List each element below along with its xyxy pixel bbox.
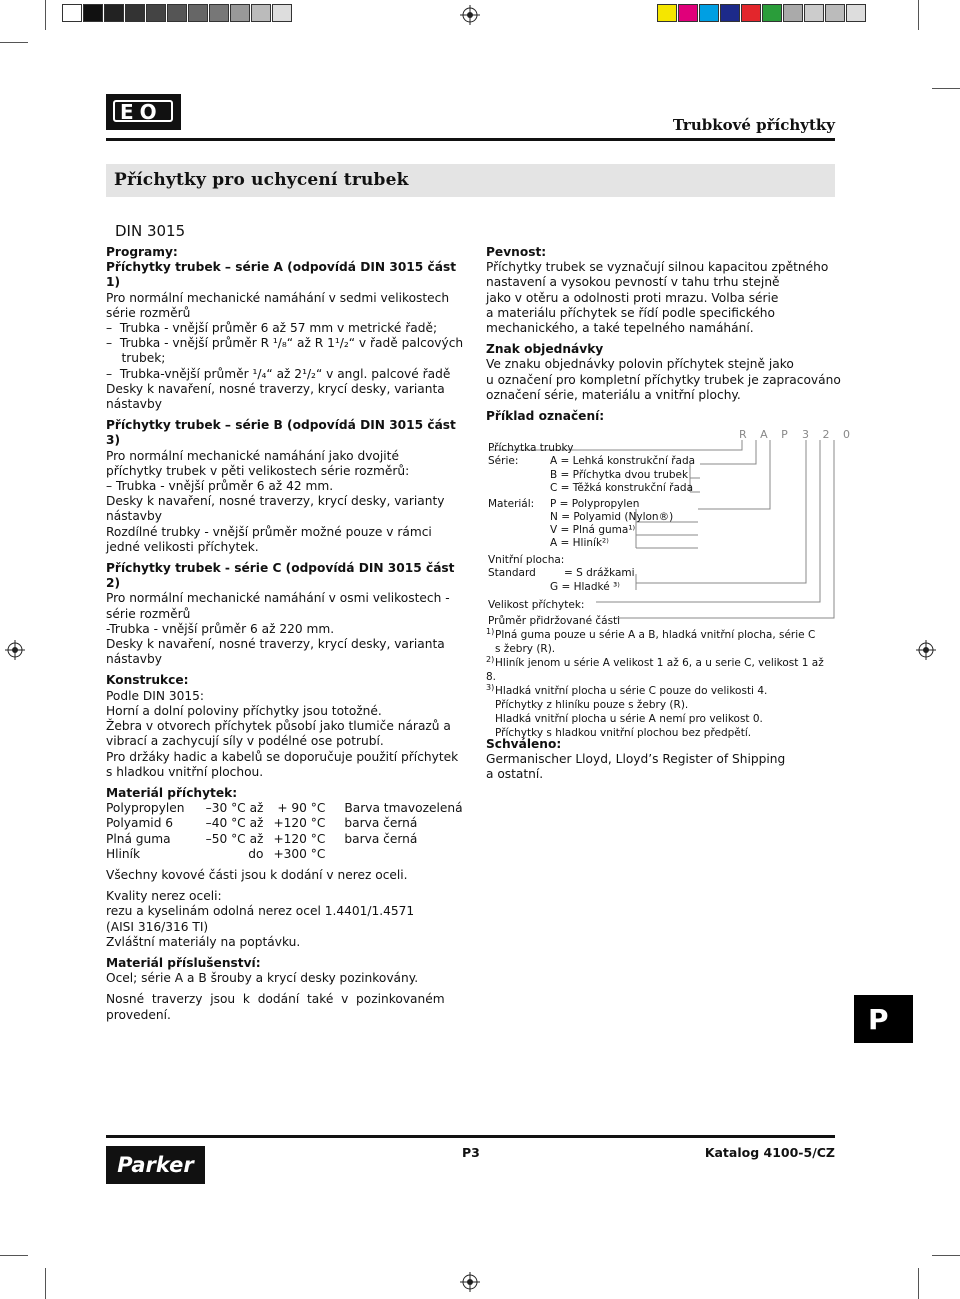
header-title: Trubkové příchytky [672, 116, 835, 134]
order-text [486, 357, 841, 403]
din-label: DIN 3015 [115, 222, 186, 240]
construction-text [106, 689, 471, 780]
diagram-material-a: A = Hliník²⁾ [550, 537, 609, 549]
material-to: +120 °C [273, 831, 326, 846]
right-column [486, 245, 841, 424]
order-heading: Znak objednávky [486, 342, 604, 357]
programs-heading: Programy: [106, 245, 178, 259]
text-line: Žebra v otvorech příchytek působí jako tlumiče nárazů a [106, 719, 451, 734]
diagram-part-label: Průměr přidržované části [488, 615, 621, 627]
section-title: Příchytky pro uchycení trubek [114, 170, 409, 190]
stainless-heading: Kvality nerez oceli: [106, 889, 222, 904]
material-to: + 90 °C [277, 801, 326, 816]
example-heading: Příklad označení: [486, 409, 605, 424]
text-line: jedné velikosti příchytek. [106, 539, 259, 554]
text-line: rezu a kyselinám odolná nerez ocel 1.4401/1.4571 [106, 904, 415, 919]
registration-mark-icon [916, 640, 936, 660]
footnote: $^{1)}$Plná guma pouze u série A a B, hladká vnitřní plocha, série C [486, 626, 816, 641]
text-line: série rozměrů [106, 606, 191, 621]
material-from: –40 °C až [205, 816, 264, 831]
diagram-surface-standard: Standard [488, 567, 536, 579]
registration-mark-icon [460, 1272, 480, 1292]
diagram-material-v: V = Plná guma¹⁾ [550, 524, 636, 536]
page-number: P3 [462, 1145, 480, 1160]
text-line: nástavby [106, 509, 162, 524]
strength-heading: Pevnost: [486, 245, 547, 259]
diagram-title: Příchytka trubky [488, 442, 574, 454]
text-line: provedení. [106, 1007, 171, 1022]
text-line: – Trubka-vnější průměr ¹/₄“ až 2¹/₂“ v angl. palcové řadě [106, 366, 451, 381]
material-row [106, 801, 471, 816]
crop-mark [918, 1268, 919, 1299]
diagram-surface-g: G = Hladké ³⁾ [550, 581, 620, 593]
series-a-text [106, 291, 471, 413]
footnote-text: Příchytky z hliníku pouze s žebry (R). [495, 699, 689, 711]
text-line: Rozdílné trubky - vnější průměr možné pouze v rámci [106, 524, 432, 539]
eo-logo: EO [106, 94, 181, 130]
text-line: série rozměrů [106, 305, 191, 320]
text-line: Desky k navaření, nosné traverzy, krycí desky, varianty [106, 494, 445, 509]
text-line: – Trubka - vnější průměr 6 až 57 mm v metrické řadě; [106, 321, 438, 336]
material-color: barva černá [344, 816, 418, 831]
text-line: příchytky trubek v pěti velikostech série rozměrů: [106, 463, 410, 478]
footer-rule [106, 1135, 835, 1138]
text-line: trubek; [106, 351, 166, 366]
crop-mark [918, 0, 919, 30]
parker-logo: Parker [106, 1146, 205, 1184]
material-from: do [248, 846, 264, 861]
text-line: Ve znaku objednávky polovin příchytek stejně jako [486, 357, 794, 372]
diagram-material-label: Materiál: [488, 498, 535, 510]
header-rule [106, 138, 835, 141]
material-to: +120 °C [273, 816, 326, 831]
registration-mark-icon [5, 640, 25, 660]
text-line: – Trubka - vnější průměr 6 až 42 mm. [106, 479, 334, 494]
material-row [106, 847, 471, 862]
series-c-text [106, 591, 471, 667]
cmyk-color-bar [657, 4, 867, 22]
crop-mark [932, 88, 960, 89]
grayscale-color-bar [62, 4, 293, 22]
approved-text [486, 752, 836, 782]
footnote: $^{2)}$Hliník jenom u série A velikost 1 až 6, a u serie C, velikost 1 až 8. [486, 654, 824, 683]
metal-note: Všechny kovové části jsou k dodání v nerez oceli. [106, 867, 408, 882]
text-line: -Trubka - vnější průměr 6 až 220 mm. [106, 621, 335, 636]
material-to: +300 °C [273, 846, 326, 861]
text-line: (AISI 316/316 TI) [106, 919, 209, 934]
diagram-series-b: B = Příchytka dvou trubek [550, 469, 689, 481]
code-numbers: 3 2 0 [802, 428, 855, 441]
text-line: u označení pro kompletní příchytky trubek je zapracováno [486, 372, 841, 387]
footnote-text: Hliník jenom u série A velikost 1 až 6, a u serie C, velikost 1 až 8. [486, 657, 824, 683]
diagram-size-label: Velikost příchytek: [488, 599, 585, 611]
material-name: Plná guma [106, 831, 171, 846]
footnote-text: Plná guma pouze u série A a B, hladká vnitřní plocha, série C [495, 629, 816, 641]
text-line: nástavby [106, 652, 162, 667]
text-line: – Trubka - vnější průměr R ¹/₈“ až R 1¹/₂“ v řadě palcových [106, 336, 464, 351]
material-color: barva černá [344, 831, 418, 846]
crop-mark [0, 1255, 28, 1256]
material-name: Hliník [106, 846, 141, 861]
footnote [486, 698, 836, 712]
material-color: Barva tmavozelená [344, 801, 463, 816]
registration-mark-icon [460, 5, 480, 25]
text-line: označení série, materiálu a vnitřní plochy. [486, 387, 741, 402]
text-line: Nosné traverzy jsou k dodání také v pozinkovaném [106, 992, 445, 1007]
material-heading: Materiál příchytek: [106, 785, 238, 800]
text-line: Příchytky trubek se vyznačují silnou kapacitou zpětného [486, 260, 829, 275]
diagram-material-p: P = Polypropylen [550, 498, 640, 510]
crop-mark [45, 0, 46, 30]
series-b-text [106, 449, 471, 555]
text-line: jako v otěru a odolnosti proti mrazu. Volba série [486, 290, 779, 305]
code-diagram [488, 442, 838, 632]
approved-block [486, 737, 836, 783]
text-line: Pro normální mechanické namáhání v sedmi velikostech [106, 290, 450, 305]
diagram-series-label: Série: [488, 455, 519, 467]
strength-text [486, 260, 836, 336]
material-color [325, 847, 471, 862]
footnote-text: Hladká vnitřní plocha u série A nemí pro velikost 0. [495, 713, 763, 725]
section-tab-p: P [854, 995, 913, 1043]
footnote-text: Hladká vnitřní plocha u série C pouze do velikosti 4. [495, 685, 768, 697]
material-row [106, 816, 471, 831]
text-line: Pro držáky hadic a kabelů se doporučuje použití příchytek [106, 749, 459, 764]
accessory-heading: Materiál příslušenství: [106, 955, 261, 970]
text-line: a materiálu příchytek se řídí podle specifického [486, 305, 775, 320]
material-from: –30 °C až [205, 801, 264, 816]
text-line: nastavení a vysokou pevností v tahu trhu stejně [486, 275, 780, 290]
galvanized-text [106, 992, 471, 1022]
material-table [106, 801, 471, 862]
left-column [106, 245, 471, 1023]
text-line: Podle DIN 3015: [106, 688, 204, 703]
diagram-surface-label: Vnitřní plocha: [488, 554, 565, 566]
text-line: s hladkou vnitřní plochou. [106, 764, 264, 779]
text-line: mechanického, a také tepelného namáhání. [486, 321, 754, 336]
footnote-text: s žebry (R). [495, 643, 556, 655]
series-b-heading: Příchytky trubek – série B (odpovídá DIN 3015 část 3) [106, 418, 456, 448]
material-name: Polypropylen [106, 801, 185, 816]
text-line: vibrací a zachycují síly v podélné ose potrubí. [106, 734, 384, 749]
footnote [486, 642, 836, 656]
approved-heading: Schváleno: [486, 737, 562, 751]
construction-heading: Konstrukce: [106, 673, 189, 688]
text-line: Desky k navaření, nosné traverzy, krycí desky, varianta [106, 637, 445, 652]
footnote-text: Příchytky s hladkou vnitřní plochou bez předpětí. [495, 727, 752, 739]
accessory-text: Ocel; série A a B šrouby a krycí desky pozinkovány. [106, 971, 419, 986]
text-line: Pro normální mechanické namáhání v osmi velikostech - [106, 591, 450, 606]
text-line: Zvláštní materiály na poptávku. [106, 934, 301, 949]
diagram-series-a: A = Lehká konstrukční řada [550, 455, 696, 467]
text-line: a ostatní. [486, 767, 544, 782]
text-line: Pro normální mechanické namáhání jako dvojité [106, 448, 399, 463]
code-letters: R A P [739, 428, 793, 441]
text-line: Horní a dolní poloviny příchytky jsou totožné. [106, 703, 382, 718]
series-a-heading: Příchytky trubek – série A (odpovídá DIN 3015 část 1) [106, 260, 457, 290]
diagram-series-c: C = Těžká konstrukční řada [550, 482, 694, 494]
text-line: Desky k navaření, nosné traverzy, krycí desky, varianta [106, 381, 445, 396]
material-row [106, 832, 471, 847]
text-line: nástavby [106, 397, 162, 412]
material-from: –50 °C až [205, 831, 264, 846]
catalog-number: Katalog 4100-5/CZ [704, 1145, 835, 1160]
material-name: Polyamid 6 [106, 816, 174, 831]
text-line: Germanischer Lloyd, Lloyd’s Register of Shipping [486, 752, 786, 767]
footnote [486, 712, 836, 726]
footnote: $^{3)}$Hladká vnitřní plocha u série C pouze do velikosti 4. [486, 682, 768, 697]
diagram-surface-s: = S drážkami [564, 567, 635, 579]
footnotes [486, 628, 836, 740]
crop-mark [932, 1255, 960, 1256]
crop-mark [0, 42, 28, 43]
series-c-heading: Příchytky trubek - série C (odpovídá DIN 3015 část 2) [106, 561, 455, 591]
stainless-text [106, 904, 471, 950]
diagram-material-n: N = Polyamid (Nylon®) [550, 511, 674, 523]
crop-mark [45, 1268, 46, 1299]
